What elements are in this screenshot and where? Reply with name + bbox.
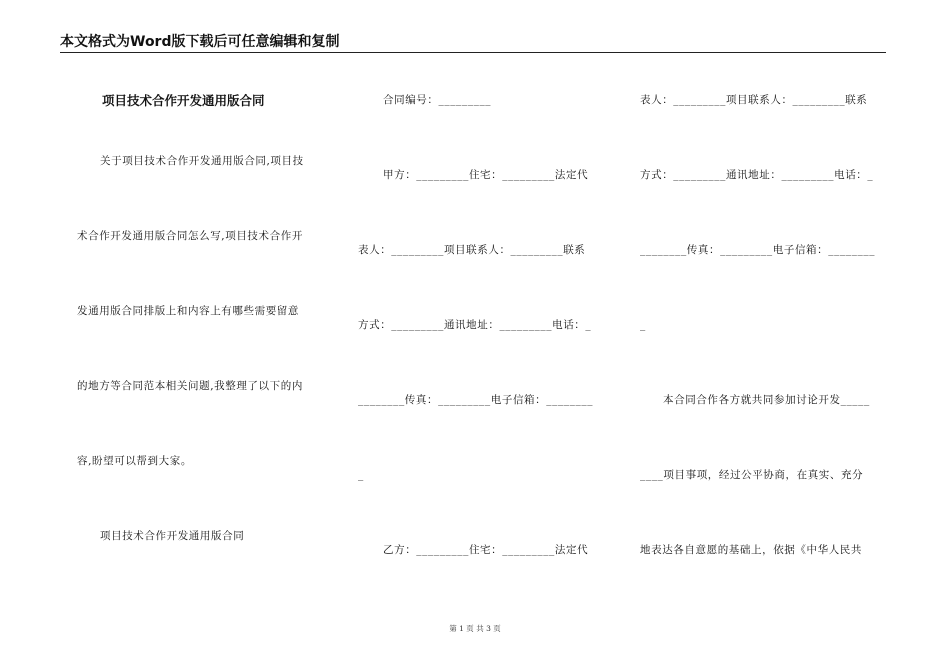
left-line-4: 的地方等合同范本相关问题,我整理了以下的内 — [77, 380, 303, 392]
middle-line-4: 方式：_________通讯地址：_________电话：_ — [358, 319, 592, 331]
right-line-7: 地表达各自意愿的基础上，依据《中华人民共 — [640, 544, 862, 556]
middle-line-6: _ — [358, 469, 364, 481]
page-footer: 第 1 页 共 3 页 — [449, 624, 501, 633]
middle-line-1: 合同编号：_________ — [383, 94, 492, 106]
right-line-5: 本合同合作各方就共同参加讨论开发_____ — [663, 394, 870, 406]
document-title: 项目技术合作开发通用版合同 — [102, 93, 265, 108]
left-line-2: 术合作开发通用版合同怎么写,项目技术合作开 — [77, 230, 303, 242]
left-line-6: 项目技术合作开发通用版合同 — [100, 530, 245, 542]
right-line-6: ____项目事项，经过公平协商，在真实、充分 — [640, 469, 864, 481]
middle-line-3: 表人：_________项目联系人：_________联系 — [358, 244, 586, 256]
middle-line-5: ________传真：_________电子信箱：________ — [358, 394, 594, 406]
left-line-1: 关于项目技术合作开发通用版合同,项目技 — [100, 155, 304, 167]
middle-line-2: 甲方：_________住宅：_________法定代 — [383, 169, 589, 181]
right-line-1: 表人：_________项目联系人：_________联系 — [640, 94, 868, 106]
right-line-4: _ — [640, 319, 646, 331]
middle-line-7: 乙方：_________住宅：_________法定代 — [383, 544, 589, 556]
left-line-5: 容,盼望可以帮到大家。 — [77, 455, 192, 467]
left-line-3: 发通用版合同排版上和内容上有哪些需要留意 — [77, 305, 299, 317]
right-line-3: ________传真：_________电子信箱：________ — [640, 244, 876, 256]
right-line-2: 方式：_________通讯地址：_________电话：_ — [640, 169, 874, 181]
document-header: 本文格式为Word版下载后可任意编辑和复制 — [60, 34, 886, 53]
